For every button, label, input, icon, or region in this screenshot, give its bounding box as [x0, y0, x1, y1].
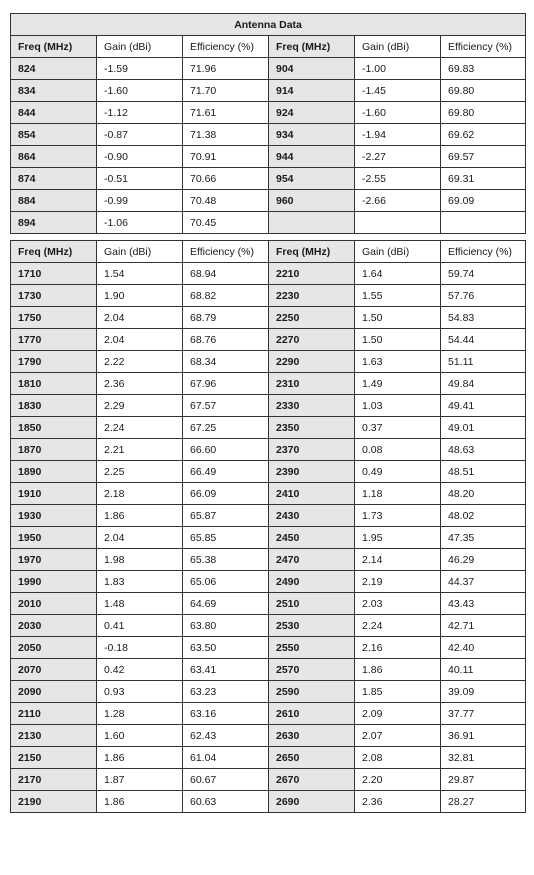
column-header: Freq (MHz): [11, 241, 97, 263]
efficiency-cell: 65.06: [183, 571, 269, 593]
freq-cell: [269, 212, 355, 234]
freq-cell: 2350: [269, 417, 355, 439]
freq-cell: 824: [11, 58, 97, 80]
gain-cell: 2.04: [97, 329, 183, 351]
efficiency-cell: 66.60: [183, 439, 269, 461]
efficiency-cell: 70.91: [183, 146, 269, 168]
table-row: [11, 212, 526, 234]
efficiency-cell: 70.66: [183, 168, 269, 190]
efficiency-cell: 29.87: [441, 769, 526, 791]
freq-cell: 2550: [269, 637, 355, 659]
efficiency-cell: 71.61: [183, 102, 269, 124]
efficiency-cell: 70.48: [183, 190, 269, 212]
freq-cell: 874: [11, 168, 97, 190]
gain-cell: 1.60: [97, 725, 183, 747]
freq-cell: 2430: [269, 505, 355, 527]
freq-cell: 1930: [11, 505, 97, 527]
antenna-data-document: [10, 13, 525, 813]
gain-cell: 2.19: [355, 571, 441, 593]
freq-cell: 2010: [11, 593, 97, 615]
efficiency-cell: 37.77: [441, 703, 526, 725]
freq-cell: 1870: [11, 439, 97, 461]
freq-cell: 914: [269, 80, 355, 102]
gain-cell: -1.00: [355, 58, 441, 80]
gain-cell: 2.09: [355, 703, 441, 725]
gain-cell: 1.86: [97, 505, 183, 527]
column-header: Gain (dBi): [97, 241, 183, 263]
freq-cell: 2690: [269, 791, 355, 813]
freq-cell: 2610: [269, 703, 355, 725]
freq-cell: 2410: [269, 483, 355, 505]
gain-cell: 1.03: [355, 395, 441, 417]
gain-cell: 2.36: [97, 373, 183, 395]
gain-cell: 2.29: [97, 395, 183, 417]
efficiency-cell: 69.09: [441, 190, 526, 212]
freq-cell: 2230: [269, 285, 355, 307]
table-row: [11, 58, 526, 80]
freq-cell: 1950: [11, 527, 97, 549]
freq-cell: 2330: [269, 395, 355, 417]
efficiency-cell: 54.44: [441, 329, 526, 351]
freq-cell: 2030: [11, 615, 97, 637]
freq-cell: 894: [11, 212, 97, 234]
gain-cell: -0.99: [97, 190, 183, 212]
freq-cell: 2050: [11, 637, 97, 659]
freq-cell: 2670: [269, 769, 355, 791]
gain-cell: 1.54: [97, 263, 183, 285]
efficiency-cell: 48.63: [441, 439, 526, 461]
table-title-row: [11, 14, 526, 36]
efficiency-cell: 69.62: [441, 124, 526, 146]
gain-cell: 1.86: [97, 791, 183, 813]
gain-cell: 1.50: [355, 307, 441, 329]
efficiency-cell: 71.38: [183, 124, 269, 146]
efficiency-cell: 48.02: [441, 505, 526, 527]
freq-cell: 884: [11, 190, 97, 212]
gain-cell: 2.25: [97, 461, 183, 483]
table-row: [11, 703, 526, 725]
antenna-table-high-band: [10, 240, 526, 813]
gain-cell: 0.41: [97, 615, 183, 637]
freq-cell: 2650: [269, 747, 355, 769]
gain-cell: -1.06: [97, 212, 183, 234]
efficiency-cell: 69.83: [441, 58, 526, 80]
efficiency-cell: 63.80: [183, 615, 269, 637]
efficiency-cell: 60.67: [183, 769, 269, 791]
table-row: [11, 637, 526, 659]
freq-cell: 2170: [11, 769, 97, 791]
column-header-row: [11, 241, 526, 263]
freq-cell: 2290: [269, 351, 355, 373]
freq-cell: 2250: [269, 307, 355, 329]
gain-cell: 1.63: [355, 351, 441, 373]
table-row: [11, 659, 526, 681]
table-row: [11, 791, 526, 813]
column-header: Gain (dBi): [97, 36, 183, 58]
gain-cell: 0.42: [97, 659, 183, 681]
efficiency-cell: 68.94: [183, 263, 269, 285]
table-row: [11, 549, 526, 571]
efficiency-cell: 36.91: [441, 725, 526, 747]
table-row: [11, 80, 526, 102]
gain-cell: 2.08: [355, 747, 441, 769]
gain-cell: -2.55: [355, 168, 441, 190]
efficiency-cell: 51.11: [441, 351, 526, 373]
efficiency-cell: 69.57: [441, 146, 526, 168]
gain-cell: 1.28: [97, 703, 183, 725]
efficiency-cell: 71.70: [183, 80, 269, 102]
freq-cell: 2630: [269, 725, 355, 747]
freq-cell: 864: [11, 146, 97, 168]
freq-cell: 944: [269, 146, 355, 168]
efficiency-cell: 32.81: [441, 747, 526, 769]
efficiency-cell: 63.50: [183, 637, 269, 659]
freq-cell: 1910: [11, 483, 97, 505]
freq-cell: 1850: [11, 417, 97, 439]
freq-cell: 960: [269, 190, 355, 212]
table-row: [11, 190, 526, 212]
freq-cell: 844: [11, 102, 97, 124]
gain-cell: -1.60: [355, 102, 441, 124]
column-header: Freq (MHz): [269, 241, 355, 263]
efficiency-cell: 68.76: [183, 329, 269, 351]
table-row: [11, 483, 526, 505]
column-header: Gain (dBi): [355, 36, 441, 58]
gain-cell: 0.08: [355, 439, 441, 461]
gain-cell: 1.18: [355, 483, 441, 505]
efficiency-cell: 71.96: [183, 58, 269, 80]
gain-cell: 2.03: [355, 593, 441, 615]
freq-cell: 834: [11, 80, 97, 102]
gain-cell: -0.51: [97, 168, 183, 190]
efficiency-cell: 47.35: [441, 527, 526, 549]
freq-cell: 1730: [11, 285, 97, 307]
gain-cell: -1.94: [355, 124, 441, 146]
freq-cell: 1750: [11, 307, 97, 329]
freq-cell: 904: [269, 58, 355, 80]
freq-cell: 2570: [269, 659, 355, 681]
freq-cell: 1830: [11, 395, 97, 417]
efficiency-cell: 70.45: [183, 212, 269, 234]
freq-cell: 2530: [269, 615, 355, 637]
efficiency-cell: 68.82: [183, 285, 269, 307]
column-header: Gain (dBi): [355, 241, 441, 263]
efficiency-cell: 57.76: [441, 285, 526, 307]
efficiency-cell: 43.43: [441, 593, 526, 615]
table-row: [11, 505, 526, 527]
freq-cell: 2110: [11, 703, 97, 725]
gain-cell: 2.22: [97, 351, 183, 373]
freq-cell: 2210: [269, 263, 355, 285]
gain-cell: 2.16: [355, 637, 441, 659]
efficiency-cell: 65.38: [183, 549, 269, 571]
freq-cell: 1710: [11, 263, 97, 285]
gain-cell: 0.49: [355, 461, 441, 483]
efficiency-cell: 60.63: [183, 791, 269, 813]
efficiency-cell: 62.43: [183, 725, 269, 747]
table-row: [11, 146, 526, 168]
freq-cell: 1990: [11, 571, 97, 593]
table-row: [11, 168, 526, 190]
gain-cell: 1.95: [355, 527, 441, 549]
antenna-table-low-band: [10, 13, 526, 234]
efficiency-cell: 48.51: [441, 461, 526, 483]
efficiency-cell: 28.27: [441, 791, 526, 813]
gain-cell: 0.37: [355, 417, 441, 439]
freq-cell: 2090: [11, 681, 97, 703]
gain-cell: 2.21: [97, 439, 183, 461]
freq-cell: 2510: [269, 593, 355, 615]
table-row: [11, 351, 526, 373]
table-row: [11, 615, 526, 637]
freq-cell: 934: [269, 124, 355, 146]
table-row: [11, 593, 526, 615]
efficiency-cell: 65.85: [183, 527, 269, 549]
gain-cell: -1.59: [97, 58, 183, 80]
gain-cell: 1.83: [97, 571, 183, 593]
efficiency-cell: 42.71: [441, 615, 526, 637]
freq-cell: 2490: [269, 571, 355, 593]
gain-cell: 1.85: [355, 681, 441, 703]
freq-cell: 2190: [11, 791, 97, 813]
column-header: Efficiency (%): [183, 241, 269, 263]
table-row: [11, 102, 526, 124]
table-row: [11, 285, 526, 307]
efficiency-cell: 63.23: [183, 681, 269, 703]
freq-cell: 1970: [11, 549, 97, 571]
column-header: Efficiency (%): [183, 36, 269, 58]
table-row: [11, 747, 526, 769]
gain-cell: 2.04: [97, 527, 183, 549]
gain-cell: [355, 212, 441, 234]
gain-cell: -1.60: [97, 80, 183, 102]
table-row: [11, 329, 526, 351]
gain-cell: 1.86: [355, 659, 441, 681]
freq-cell: 1810: [11, 373, 97, 395]
column-header-row: [11, 36, 526, 58]
freq-cell: 2150: [11, 747, 97, 769]
gain-cell: 1.73: [355, 505, 441, 527]
freq-cell: 2390: [269, 461, 355, 483]
gain-cell: 2.18: [97, 483, 183, 505]
efficiency-cell: 42.40: [441, 637, 526, 659]
table-row: [11, 395, 526, 417]
freq-cell: 2270: [269, 329, 355, 351]
table-row: [11, 527, 526, 549]
efficiency-cell: 67.96: [183, 373, 269, 395]
gain-cell: 1.50: [355, 329, 441, 351]
gain-cell: 1.98: [97, 549, 183, 571]
table-row: [11, 263, 526, 285]
table-title: Antenna Data: [11, 14, 526, 36]
gain-cell: 1.87: [97, 769, 183, 791]
freq-cell: 2130: [11, 725, 97, 747]
gain-cell: 2.24: [355, 615, 441, 637]
table-row: [11, 571, 526, 593]
table-row: [11, 124, 526, 146]
gain-cell: 2.14: [355, 549, 441, 571]
gain-cell: 2.04: [97, 307, 183, 329]
gain-cell: 0.93: [97, 681, 183, 703]
gain-cell: 1.90: [97, 285, 183, 307]
efficiency-cell: 49.84: [441, 373, 526, 395]
freq-cell: 2450: [269, 527, 355, 549]
efficiency-cell: 69.80: [441, 80, 526, 102]
freq-cell: 2310: [269, 373, 355, 395]
freq-cell: 954: [269, 168, 355, 190]
gain-cell: 1.48: [97, 593, 183, 615]
gain-cell: -1.45: [355, 80, 441, 102]
gain-cell: 1.86: [97, 747, 183, 769]
freq-cell: 1770: [11, 329, 97, 351]
gain-cell: 2.36: [355, 791, 441, 813]
efficiency-cell: 69.31: [441, 168, 526, 190]
gain-cell: -2.66: [355, 190, 441, 212]
table-row: [11, 461, 526, 483]
table-row: [11, 769, 526, 791]
efficiency-cell: 66.49: [183, 461, 269, 483]
freq-cell: 2370: [269, 439, 355, 461]
efficiency-cell: 49.01: [441, 417, 526, 439]
freq-cell: 2590: [269, 681, 355, 703]
table-row: [11, 417, 526, 439]
gain-cell: -0.18: [97, 637, 183, 659]
gain-cell: 1.64: [355, 263, 441, 285]
gain-cell: 2.07: [355, 725, 441, 747]
column-header: Efficiency (%): [441, 241, 526, 263]
freq-cell: 1790: [11, 351, 97, 373]
column-header: Freq (MHz): [269, 36, 355, 58]
efficiency-cell: 46.29: [441, 549, 526, 571]
gain-cell: -0.87: [97, 124, 183, 146]
freq-cell: 854: [11, 124, 97, 146]
efficiency-cell: 65.87: [183, 505, 269, 527]
table-row: [11, 307, 526, 329]
gain-cell: -1.12: [97, 102, 183, 124]
efficiency-cell: 63.16: [183, 703, 269, 725]
table-row: [11, 373, 526, 395]
efficiency-cell: 40.11: [441, 659, 526, 681]
gain-cell: 1.55: [355, 285, 441, 307]
gain-cell: 2.20: [355, 769, 441, 791]
gain-cell: 1.49: [355, 373, 441, 395]
gain-cell: 2.24: [97, 417, 183, 439]
freq-cell: 924: [269, 102, 355, 124]
efficiency-cell: 67.57: [183, 395, 269, 417]
efficiency-cell: 48.20: [441, 483, 526, 505]
freq-cell: 2070: [11, 659, 97, 681]
efficiency-cell: 68.34: [183, 351, 269, 373]
gain-cell: -0.90: [97, 146, 183, 168]
efficiency-cell: 67.25: [183, 417, 269, 439]
efficiency-cell: 64.69: [183, 593, 269, 615]
table-row: [11, 725, 526, 747]
efficiency-cell: 68.79: [183, 307, 269, 329]
efficiency-cell: 49.41: [441, 395, 526, 417]
freq-cell: 2470: [269, 549, 355, 571]
freq-cell: 1890: [11, 461, 97, 483]
efficiency-cell: 63.41: [183, 659, 269, 681]
efficiency-cell: 54.83: [441, 307, 526, 329]
efficiency-cell: 44.37: [441, 571, 526, 593]
efficiency-cell: 66.09: [183, 483, 269, 505]
column-header: Efficiency (%): [441, 36, 526, 58]
efficiency-cell: 39.09: [441, 681, 526, 703]
efficiency-cell: 69.80: [441, 102, 526, 124]
table-row: [11, 439, 526, 461]
gain-cell: -2.27: [355, 146, 441, 168]
efficiency-cell: 61.04: [183, 747, 269, 769]
table-row: [11, 681, 526, 703]
efficiency-cell: [441, 212, 526, 234]
efficiency-cell: 59.74: [441, 263, 526, 285]
column-header: Freq (MHz): [11, 36, 97, 58]
